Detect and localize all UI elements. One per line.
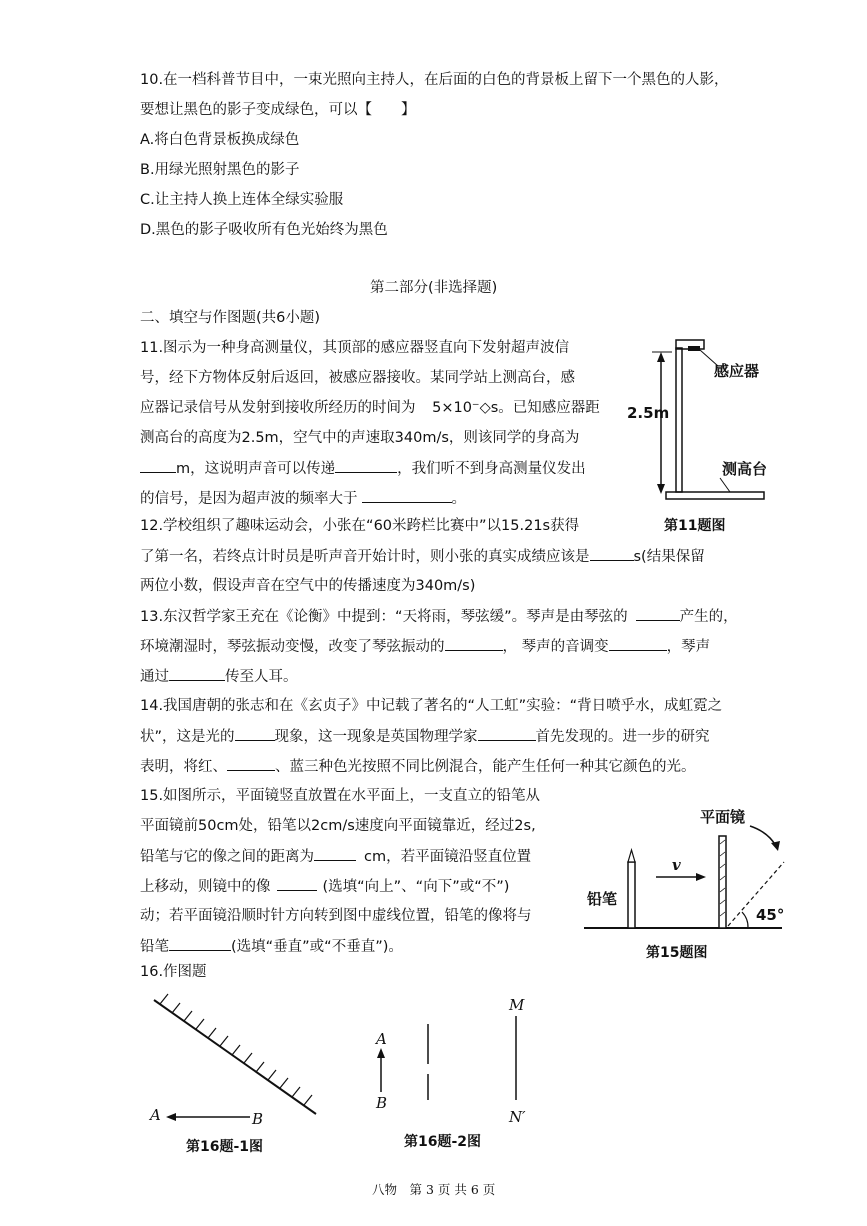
q14-line1: 14.我国唐朝的张志和在《玄贞子》中记载了著名的“人工虹”实验：“背日喷乎水，成虹霓之 [140, 698, 723, 714]
q15-line5: 动；若平面镜沿顺时针方向转到图中虚线位置，铅笔的像将与 [140, 908, 532, 924]
q11-line6a: 的信号，是因为超声波的频率大于 [140, 491, 358, 507]
q12-line2b: s(结果保留 [633, 549, 705, 565]
figure-15-velocity-label: v [672, 856, 681, 874]
figure-11-caption: 第11题图 [664, 518, 726, 534]
q13-line3b: 传至人耳。 [225, 669, 298, 685]
figure-15-caption: 第15题图 [646, 945, 708, 961]
q15-line4b: (选填“向上”、“向下”或“不”) [322, 879, 510, 895]
q13-line1b: 产生的， [679, 609, 738, 625]
figure-11-sensor-label: 感应器 [714, 362, 760, 380]
figure-15-angle-label: 45° [756, 906, 785, 924]
q12-line1: 12.学校组织了趣味运动会，小张在“60米跨栏比赛中”以15.21s获得 [140, 518, 580, 534]
q15-line1: 15.如图所示，平面镜竖直放置在水平面上，一支直立的铅笔从 [140, 788, 541, 804]
q10-option-a: A.将白色背景板换成绿色 [140, 132, 300, 148]
q14-line2a: 状”，这是光的 [140, 729, 235, 745]
figure-11-height-label: 2.5m [627, 404, 670, 422]
q15-line4a: 上移动，则镜中的像 [140, 879, 271, 895]
q11-line1: 11.图示为一种身高测量仪，其顶部的感应器竖直向下发射超声波信 [140, 340, 570, 356]
q13-line2b: ， 琴声的音调变 [502, 639, 609, 655]
part2-title: 第二部分(非选择题) [370, 280, 498, 296]
q14-line2b: 现象，这一现象是英国物理学家 [274, 729, 478, 745]
q10-line1: 10.在一档科普节目中，一束光照向主持人，在后面的白色的背景板上留下一个黑色的人影， [140, 72, 729, 88]
q11-line6b: 。 [451, 491, 466, 507]
q15-line6b: (选填“垂直”或“不垂直”)。 [231, 939, 403, 955]
q16-title: 16.作图题 [140, 964, 207, 980]
q11-line2: 号，经下方物体反射后返回，被感应器接收。某同学站上测高台，感 [140, 370, 575, 386]
figure-16-2-point-n: N′ [509, 1108, 526, 1126]
figure-16-1-point-a: A [150, 1106, 161, 1124]
q11-line5b: ，我们听不到身高测量仪发出 [397, 461, 586, 477]
q10-option-c: C.让主持人换上连体全绿实验服 [140, 192, 344, 208]
figure-15-pencil-label: 铅笔 [587, 890, 618, 908]
q15-line3a: 铅笔与它的像之间的距离为 [140, 849, 314, 865]
q10-line2: 要想让黑色的影子变成绿色，可以【 】 [140, 102, 416, 118]
q11-line3-text: 应器记录信号从发射到接收所经历的时间为 [140, 400, 416, 416]
q15-line6a: 铅笔 [140, 939, 169, 955]
q15-line2: 平面镜前50cm处，铅笔以2cm/s速度向平面镜靠近，经过2s, [140, 818, 536, 834]
figure-11-platform-label: 测高台 [722, 460, 768, 478]
page-footer: 八物 第 3 页 共 6 页 [372, 1182, 496, 1197]
figure-16-2-point-m: M [509, 996, 525, 1014]
q10-option-d: D.黑色的影子吸收所有色光始终为黑色 [140, 222, 388, 238]
q11-line4: 测高台的高度为2.5m，空气中的声速取340m/s，则该同学的身高为 [140, 430, 580, 446]
q13-line1a: 13.东汉哲学家王充在《论衡》中提到：“天将雨，琴弦缓”。琴声是由琴弦的 [140, 609, 628, 625]
q13-line2a: 环境潮湿时，琴弦振动变慢，改变了琴弦振动的 [140, 639, 445, 655]
q15-line3b: cm，若平面镜沿竖直位置 [364, 849, 532, 865]
q14-line3a: 表明，将红、 [140, 759, 227, 775]
figure-16-2-point-a: A [376, 1030, 387, 1048]
figure-15-mirror-label: 平面镜 [700, 808, 746, 826]
figure-16-1-point-b: B [252, 1110, 264, 1128]
figure-16-2-caption: 第16题-2图 [404, 1134, 482, 1150]
q13-line2c: ，琴声 [666, 639, 711, 655]
q13-line3a: 通过 [140, 669, 169, 685]
section-title: 二、填空与作图题(共6小题) [140, 310, 321, 326]
q14-line3b: 、蓝三种色光按照不同比例混合，能产生任何一种其它颜色的光。 [275, 759, 696, 775]
q12-line3: 两位小数，假设声音在空气中的传播速度为340m/s) [140, 578, 476, 594]
q11-line5a: m，这说明声音可以传递 [176, 461, 336, 477]
q11-time-value: 5×10⁻◇s。已知感应器距 [432, 400, 600, 416]
q14-line2c: 首先发现的。进一步的研究 [535, 729, 710, 745]
q12-line2a: 了第一名，若终点计时员是听声音开始计时，则小张的真实成绩应该是 [140, 549, 590, 565]
figure-16-1-caption: 第16题-1图 [186, 1139, 264, 1155]
figure-16-2-point-b: B [376, 1094, 388, 1112]
q10-option-b: B.用绿光照射黑色的影子 [140, 162, 300, 178]
